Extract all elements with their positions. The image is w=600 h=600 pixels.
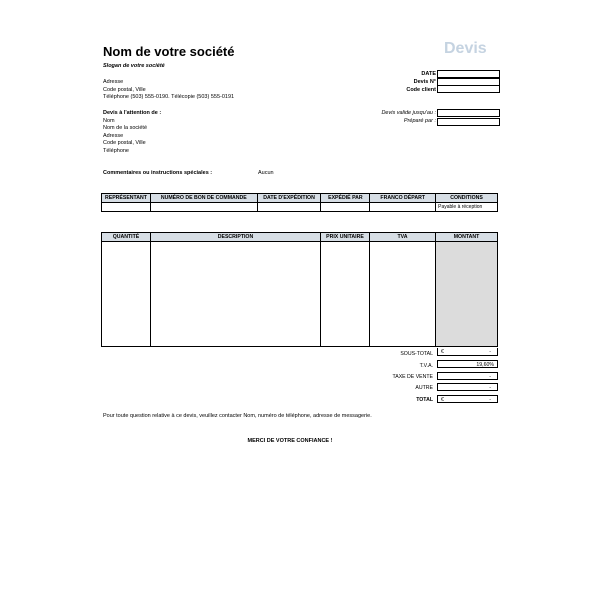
devis-number-label: Devis N° bbox=[413, 79, 436, 85]
column-header: DATE D'EXPÉDITION bbox=[257, 194, 321, 203]
client-code-label: Code client bbox=[406, 87, 436, 93]
subtotal-label: SOUS-TOTAL bbox=[400, 351, 433, 357]
recipient-line: Adresse bbox=[103, 132, 124, 139]
column-header: MONTANT bbox=[436, 233, 498, 242]
column-header: NUMÉRO DE BON DE COMMANDE bbox=[150, 194, 257, 203]
column-header: QUANTITÉ bbox=[102, 233, 151, 242]
column-header: REPRÉSENTANT bbox=[102, 194, 151, 203]
total-value: - bbox=[489, 397, 491, 403]
sales-tax-field[interactable] bbox=[437, 372, 498, 380]
prepared-by-field[interactable] bbox=[437, 118, 500, 126]
address-line: Téléphone (503) 555-0190. Télécopie (503) 555-0191 bbox=[103, 94, 235, 100]
column-header: FRANCO DÉPART bbox=[370, 194, 436, 203]
column-header: PRIX UNITAIRE bbox=[321, 233, 370, 242]
items-table bbox=[101, 232, 498, 347]
quantity-cell[interactable] bbox=[102, 242, 151, 347]
valid-until-label: Devis valide jusqu'au : bbox=[381, 110, 436, 116]
column-header: EXPÉDIÉ PAR bbox=[321, 194, 370, 203]
shipped-by-cell[interactable] bbox=[321, 203, 370, 212]
other-label: AUTRE bbox=[415, 385, 433, 391]
currency-symbol: € bbox=[441, 349, 444, 355]
currency-symbol: € bbox=[441, 397, 444, 403]
thanks-message: MERCI DE VOTRE CONFIANCE ! bbox=[247, 438, 333, 444]
shipping-row bbox=[102, 203, 498, 212]
tva-cell[interactable] bbox=[370, 242, 436, 347]
terms-cell[interactable]: Payable à réception bbox=[436, 203, 498, 212]
total-label: TOTAL bbox=[416, 397, 433, 403]
tva-value: 19,60% bbox=[476, 362, 494, 368]
tva-field[interactable] bbox=[437, 360, 498, 368]
representative-cell[interactable] bbox=[102, 203, 151, 212]
other-value: - bbox=[489, 385, 491, 391]
shipping-table bbox=[101, 193, 498, 212]
company-slogan: Slogan de votre société bbox=[103, 63, 165, 69]
company-name: Nom de votre société bbox=[103, 44, 235, 59]
recipient-block bbox=[103, 110, 161, 155]
address-line: Adresse bbox=[103, 79, 124, 85]
prepared-by-label: Préparé par : bbox=[403, 118, 436, 124]
other-field[interactable] bbox=[437, 383, 498, 391]
ship-date-cell[interactable] bbox=[257, 203, 321, 212]
contact-note: Pour toute question relative à ce devis, veuillez contacter Nom, numéro de téléphone, adresse de messagerie. bbox=[103, 413, 372, 419]
date-field[interactable] bbox=[437, 70, 500, 78]
devis-number-field[interactable] bbox=[437, 78, 500, 86]
column-header: DESCRIPTION bbox=[151, 233, 321, 242]
amount-cell[interactable] bbox=[436, 242, 498, 347]
recipient-line: Code postal, Ville bbox=[103, 140, 146, 146]
recipient-line: Nom bbox=[103, 117, 115, 124]
shipping-header-row bbox=[102, 194, 498, 203]
subtotal-value: - bbox=[489, 349, 491, 355]
date-label: DATE bbox=[421, 71, 436, 77]
column-header: TVA bbox=[370, 233, 436, 242]
subtotal-field[interactable] bbox=[437, 348, 498, 356]
total-field[interactable] bbox=[437, 395, 498, 403]
description-cell[interactable] bbox=[151, 242, 321, 347]
valid-until-field[interactable] bbox=[437, 109, 500, 117]
items-header-row bbox=[102, 233, 498, 242]
unit-price-cell[interactable] bbox=[321, 242, 370, 347]
fob-cell[interactable] bbox=[370, 203, 436, 212]
client-code-field[interactable] bbox=[437, 86, 500, 93]
tva-label: T.V.A. bbox=[419, 363, 433, 369]
document-title: Devis bbox=[444, 40, 487, 57]
comments-label: Commentaires ou instructions spéciales : bbox=[103, 170, 213, 176]
company-address bbox=[103, 79, 234, 102]
recipient-line: Nom de la société bbox=[103, 125, 148, 131]
items-body-row bbox=[102, 242, 498, 347]
sales-tax-label: TAXE DE VENTE bbox=[392, 374, 433, 380]
column-header: CONDITIONS bbox=[436, 194, 498, 203]
order-number-cell[interactable] bbox=[150, 203, 257, 212]
address-line: Code postal, Ville bbox=[103, 86, 146, 93]
recipient-line: Téléphone bbox=[103, 147, 129, 154]
recipient-heading: Devis à l'attention de : bbox=[103, 110, 162, 116]
comments-value: Aucun bbox=[258, 170, 274, 176]
sales-tax-value: - bbox=[489, 374, 491, 380]
